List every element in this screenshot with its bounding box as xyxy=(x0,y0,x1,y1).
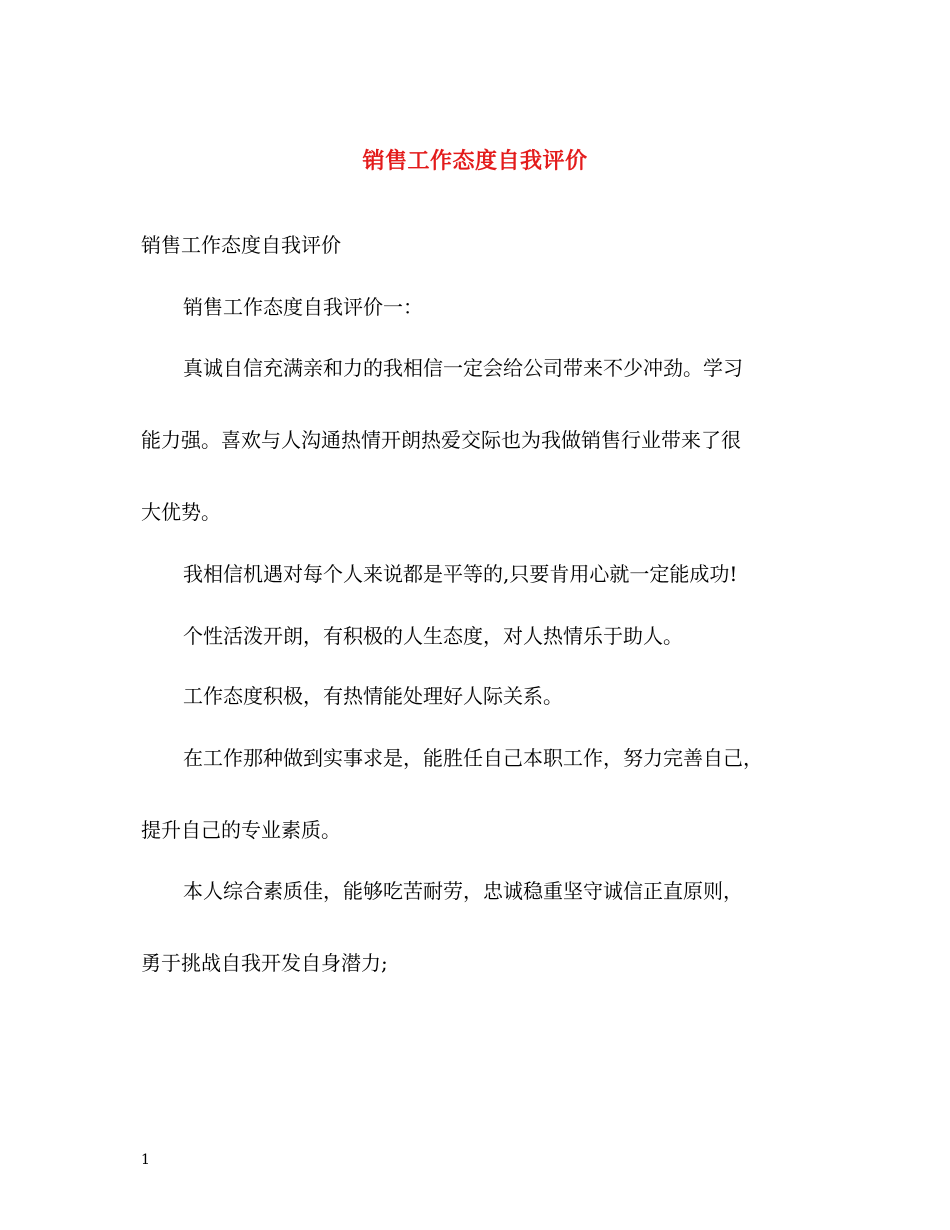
text-line: 个性活泼开朗，有积极的人生态度，对人热情乐于助人。 xyxy=(183,624,683,648)
text-line-subheading: 销售工作态度自我评价一： xyxy=(183,295,423,319)
text-line: 勇于挑战自我开发自身潜力; xyxy=(141,951,388,975)
text-line: 在工作那种做到实事求是，能胜任自己本职工作，努力完善自己， xyxy=(183,746,763,770)
text-line: 大优势。 xyxy=(141,500,221,524)
page-number: 1 xyxy=(141,1152,150,1168)
text-line: 本人综合素质佳，能够吃苦耐劳，忠诚稳重坚守诚信正直原则， xyxy=(183,879,743,903)
text-line: 真诚自信充满亲和力的我相信一定会给公司带来不少冲劲。学习 xyxy=(183,356,743,380)
text-line: 提升自己的专业素质。 xyxy=(141,818,341,842)
document-title: 销售工作态度自我评价 xyxy=(362,148,588,174)
text-line-heading: 销售工作态度自我评价 xyxy=(141,233,341,257)
text-line: 能力强。喜欢与人沟通热情开朗热爱交际也为我做销售行业带来了很 xyxy=(141,428,741,452)
text-line: 工作态度积极，有热情能处理好人际关系。 xyxy=(183,684,563,708)
text-line: 我相信机遇对每个人来说都是平等的,只要肯用心就一定能成功! xyxy=(183,562,738,586)
